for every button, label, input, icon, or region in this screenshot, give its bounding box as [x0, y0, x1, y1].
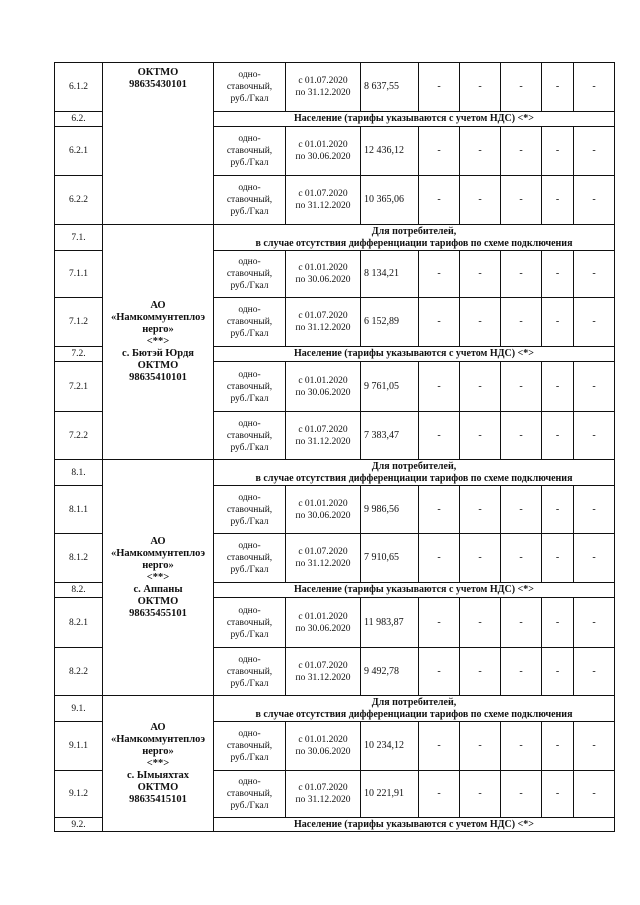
unit-cell: одно- ставочный, руб./Гкал — [214, 176, 286, 225]
dash-cell: - — [574, 362, 615, 412]
row-number: 8.2.2 — [55, 648, 103, 696]
dash-cell: - — [501, 722, 542, 771]
dash-cell: - — [542, 298, 574, 347]
unit-cell: одно- ставочный, руб./Гкал — [214, 534, 286, 583]
row-number: 7.1.1 — [55, 251, 103, 298]
dash-cell: - — [460, 598, 501, 648]
row-number: 7.2.2 — [55, 412, 103, 460]
dash-cell: - — [542, 598, 574, 648]
dash-cell: - — [419, 648, 460, 696]
dash-cell: - — [419, 298, 460, 347]
dash-cell: - — [501, 127, 542, 176]
dash-cell: - — [501, 63, 542, 112]
tariff-value: 9 492,78 — [361, 648, 419, 696]
period-cell: с 01.07.2020 по 31.12.2020 — [286, 63, 361, 112]
period-cell: с 01.07.2020 по 31.12.2020 — [286, 176, 361, 225]
dash-cell: - — [460, 251, 501, 298]
unit-cell: одно- ставочный, руб./Гкал — [214, 127, 286, 176]
dash-cell: - — [419, 534, 460, 583]
dash-cell: - — [542, 722, 574, 771]
dash-cell: - — [460, 486, 501, 534]
row-number: 9.1. — [55, 696, 103, 722]
dash-cell: - — [501, 648, 542, 696]
dash-cell: - — [419, 412, 460, 460]
dash-cell: - — [501, 534, 542, 583]
period-cell: с 01.01.2020 по 30.06.2020 — [286, 251, 361, 298]
period-cell: с 01.01.2020 по 30.06.2020 — [286, 598, 361, 648]
period-cell: с 01.01.2020 по 30.06.2020 — [286, 362, 361, 412]
dash-cell: - — [542, 127, 574, 176]
dash-cell: - — [419, 176, 460, 225]
unit-cell: одно- ставочный, руб./Гкал — [214, 412, 286, 460]
tariff-value: 11 983,87 — [361, 598, 419, 648]
dash-cell: - — [501, 412, 542, 460]
dash-cell: - — [460, 127, 501, 176]
dash-cell: - — [542, 486, 574, 534]
period-cell: с 01.01.2020 по 30.06.2020 — [286, 127, 361, 176]
dash-cell: - — [574, 176, 615, 225]
consumers-heading: Для потребителей, в случае отсутствия дифференциации тарифов по схеме подключения — [214, 225, 615, 251]
row-number: 7.2.1 — [55, 362, 103, 412]
consumers-heading: Для потребителей, в случае отсутствия дифференциации тарифов по схеме подключения — [214, 460, 615, 486]
unit-cell: одно- ставочный, руб./Гкал — [214, 722, 286, 771]
tariff-value: 7 910,65 — [361, 534, 419, 583]
dash-cell: - — [501, 251, 542, 298]
row-number: 9.2. — [55, 818, 103, 832]
dash-cell: - — [501, 486, 542, 534]
row-number: 7.1. — [55, 225, 103, 251]
dash-cell: - — [542, 534, 574, 583]
row-number: 8.2. — [55, 583, 103, 598]
tariff-value: 8 134,21 — [361, 251, 419, 298]
dash-cell: - — [419, 598, 460, 648]
unit-cell: одно- ставочный, руб./Гкал — [214, 63, 286, 112]
row-number: 9.1.1 — [55, 722, 103, 771]
dash-cell: - — [501, 176, 542, 225]
period-cell: с 01.07.2020 по 31.12.2020 — [286, 298, 361, 347]
tariff-value: 10 234,12 — [361, 722, 419, 771]
dash-cell: - — [460, 722, 501, 771]
unit-cell: одно- ставочный, руб./Гкал — [214, 648, 286, 696]
dash-cell: - — [574, 63, 615, 112]
dash-cell: - — [460, 771, 501, 818]
dash-cell: - — [574, 412, 615, 460]
tariff-value: 6 152,89 — [361, 298, 419, 347]
dash-cell: - — [542, 362, 574, 412]
period-cell: с 01.07.2020 по 31.12.2020 — [286, 648, 361, 696]
row-number: 8.1. — [55, 460, 103, 486]
dash-cell: - — [574, 127, 615, 176]
tariff-value: 10 221,91 — [361, 771, 419, 818]
row-number: 9.1.2 — [55, 771, 103, 818]
dash-cell: - — [542, 176, 574, 225]
dash-cell: - — [574, 771, 615, 818]
population-heading: Население (тарифы указываются с учетом НДС) <*> — [214, 112, 615, 127]
org-cell: АО «Намкоммунтеплоэ нерго» <**> с. Ымыяхтах ОКТМО 98635415101 — [103, 696, 214, 832]
dash-cell: - — [542, 412, 574, 460]
dash-cell: - — [574, 648, 615, 696]
table-row — [55, 225, 615, 251]
dash-cell: - — [574, 251, 615, 298]
row-number: 6.2.2 — [55, 176, 103, 225]
row-number: 7.1.2 — [55, 298, 103, 347]
dash-cell: - — [460, 412, 501, 460]
period-cell: с 01.01.2020 по 30.06.2020 — [286, 722, 361, 771]
row-number: 8.2.1 — [55, 598, 103, 648]
population-heading: Население (тарифы указываются с учетом НДС) <*> — [214, 818, 615, 832]
unit-cell: одно- ставочный, руб./Гкал — [214, 486, 286, 534]
table-row — [55, 460, 615, 486]
dash-cell: - — [460, 298, 501, 347]
population-heading: Население (тарифы указываются с учетом НДС) <*> — [214, 347, 615, 362]
dash-cell: - — [574, 722, 615, 771]
dash-cell: - — [574, 298, 615, 347]
tariff-value: 8 637,55 — [361, 63, 419, 112]
table-row — [55, 63, 615, 112]
dash-cell: - — [574, 598, 615, 648]
org-cell: АО «Намкоммунтеплоэ нерго» <**> с. Бютэй Юрдя ОКТМО 98635410101 — [103, 225, 214, 460]
dash-cell: - — [501, 771, 542, 818]
period-cell: с 01.07.2020 по 31.12.2020 — [286, 771, 361, 818]
row-number: 6.1.2 — [55, 63, 103, 112]
dash-cell: - — [460, 176, 501, 225]
org-cell: ОКТМО 98635430101 — [103, 63, 214, 225]
table-row — [55, 696, 615, 722]
unit-cell: одно- ставочный, руб./Гкал — [214, 251, 286, 298]
tariff-table — [54, 62, 615, 832]
row-number: 6.2.1 — [55, 127, 103, 176]
dash-cell: - — [419, 362, 460, 412]
dash-cell: - — [419, 486, 460, 534]
dash-cell: - — [542, 648, 574, 696]
unit-cell: одно- ставочный, руб./Гкал — [214, 298, 286, 347]
dash-cell: - — [501, 298, 542, 347]
tariff-value: 7 383,47 — [361, 412, 419, 460]
dash-cell: - — [460, 362, 501, 412]
dash-cell: - — [419, 63, 460, 112]
row-number: 7.2. — [55, 347, 103, 362]
dash-cell: - — [501, 362, 542, 412]
unit-cell: одно- ставочный, руб./Гкал — [214, 598, 286, 648]
dash-cell: - — [460, 648, 501, 696]
dash-cell: - — [542, 771, 574, 818]
tariff-value: 12 436,12 — [361, 127, 419, 176]
dash-cell: - — [542, 63, 574, 112]
unit-cell: одно- ставочный, руб./Гкал — [214, 362, 286, 412]
dash-cell: - — [501, 598, 542, 648]
tariff-value: 9 761,05 — [361, 362, 419, 412]
row-number: 8.1.2 — [55, 534, 103, 583]
consumers-heading: Для потребителей, в случае отсутствия дифференциации тарифов по схеме подключения — [214, 696, 615, 722]
row-number: 6.2. — [55, 112, 103, 127]
tariff-value: 9 986,56 — [361, 486, 419, 534]
dash-cell: - — [419, 251, 460, 298]
dash-cell: - — [460, 534, 501, 583]
dash-cell: - — [419, 771, 460, 818]
period-cell: с 01.07.2020 по 31.12.2020 — [286, 534, 361, 583]
dash-cell: - — [419, 722, 460, 771]
unit-cell: одно- ставочный, руб./Гкал — [214, 771, 286, 818]
dash-cell: - — [542, 251, 574, 298]
tariff-value: 10 365,06 — [361, 176, 419, 225]
dash-cell: - — [574, 486, 615, 534]
period-cell: с 01.07.2020 по 31.12.2020 — [286, 412, 361, 460]
row-number: 8.1.1 — [55, 486, 103, 534]
dash-cell: - — [419, 127, 460, 176]
period-cell: с 01.01.2020 по 30.06.2020 — [286, 486, 361, 534]
dash-cell: - — [460, 63, 501, 112]
org-cell: АО «Намкоммунтеплоэ нерго» <**> с. Аппаны ОКТМО 98635455101 — [103, 460, 214, 696]
dash-cell: - — [574, 534, 615, 583]
population-heading: Население (тарифы указываются с учетом НДС) <*> — [214, 583, 615, 598]
